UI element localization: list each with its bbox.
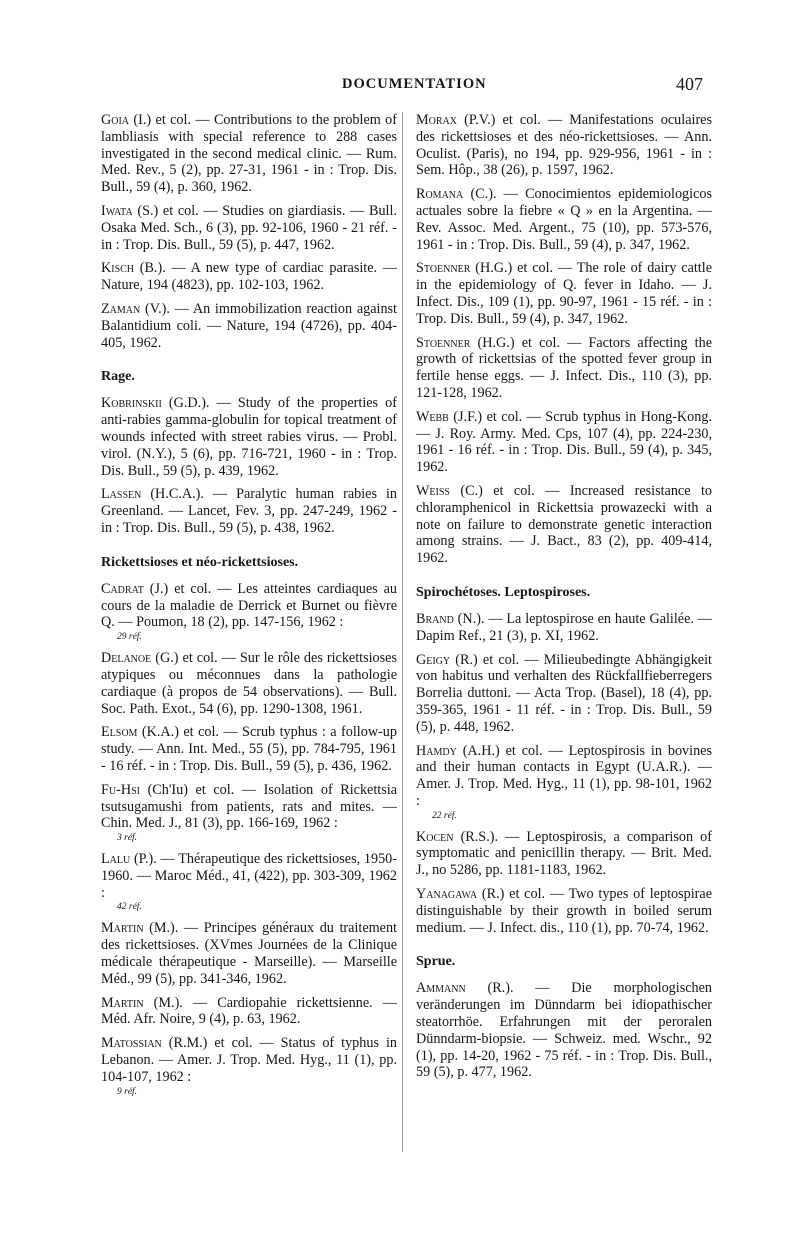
- entry-citation: (K.A.) et col. — Scrub typhus : a follow-up study. — Ann. Int. Med., 55 (5), pp. 784-795, 1961 - 16 réf. - in : Trop. Dis. Bull., 59 (5), p. 436, 1962.: [101, 724, 397, 774]
- entry-author: Iwata: [101, 202, 133, 219]
- bibliography-entry: [101, 112, 397, 196]
- entry-citation: (S.) et col. — Studies on giardiasis. — Bull. Osaka Med. Sch., 6 (3), pp. 92-106, 1960 - 21 réf. - in : Trop. Dis. Bull., 59 (5), p. 447, 1962.: [101, 202, 397, 253]
- running-title: DOCUMENTATION: [342, 76, 487, 92]
- entry-reference-count: 22 réf.: [432, 810, 457, 821]
- entry-citation: (B.). — A new type of cardiac parasite. — Nature, 194 (4823), pp. 102-103, 1962.: [101, 260, 397, 294]
- entry-citation: (G.) et col. — Sur le rôle des rickettsioses atypiques ou méconnues dans la pathologie cardiaque (à propos de 54 observations). — Bull. Soc. Path. Exot., 54 (6), pp. 1290-1308, 1961.: [101, 650, 397, 717]
- bibliography-entry: [101, 260, 397, 294]
- entry-citation: (R.S.). — Leptospirosis, a comparison of symptomatic and penicillin therapy. — Brit. Med. J., no 5286, pp. 1181-1183, 1962.: [416, 828, 712, 879]
- entry-author: Webb: [416, 408, 449, 425]
- entry-group: [416, 980, 712, 1081]
- entry-reference-count: 9 réf.: [117, 1086, 138, 1097]
- entry-author: Stoenner: [416, 334, 471, 351]
- entry-author: Matossian: [101, 1035, 162, 1052]
- entry-author: Kocen: [416, 828, 454, 845]
- entry-reference-count: 29 réf.: [117, 632, 142, 643]
- entry-citation: (H.C.A.). — Paralytic human rabies in Greenland. — Lancet, Fev. 3, pp. 247-249, 1962 - in : Trop. Dis. Bull., 59 (5), p. 438, 1962.: [101, 486, 397, 536]
- entry-citation: (J.F.) et col. — Scrub typhus in Hong-Kong. — J. Roy. Army. Med. Cps, 107 (4), pp. 224-230, 1961 - 16 réf. - in : Trop. Dis. Bull., 59 (4), p. 345, 1962.: [416, 408, 712, 476]
- entry-author: Kisch: [101, 260, 135, 277]
- bibliography-entry: [416, 611, 712, 645]
- entry-citation: (V.). — An immobilization reaction against Balantidium coli. — Nature, 194 (4726), pp. 404-405, 1962.: [101, 300, 397, 351]
- entry-author: Romana: [416, 186, 464, 203]
- left-column: [101, 112, 397, 1105]
- entry-citation: (R.). — Die morphologischen veränderungen im Dünndarm bei idiopathischer steatorrhöe. Erfahrungen mit der peroralen Dünndarm-biopsie. — Schweiz. med. Wschr., 92 (1), pp. 14-20, 1962 - 75 réf. - in : Trop. Dis. Bull., 59 (5), p. 477, 1962.: [416, 980, 712, 1081]
- bibliography-entry: [101, 395, 397, 479]
- entry-author: Ammann: [416, 980, 466, 997]
- entry-group: [416, 112, 712, 567]
- entry-author: Kobrinskii: [101, 395, 162, 412]
- entry-group: [101, 112, 397, 351]
- bibliography-entry: [416, 483, 712, 567]
- running-head: [0, 74, 800, 98]
- entry-citation: (P.). — Thérapeutique des rickettsioses, 1950-1960. — Maroc Méd., 41, (422), pp. 303-309, 1962 :: [101, 851, 397, 901]
- entry-citation: (C.) et col. — Increased resistance to chloramphenicol in Rickettsia prowazecki with a note on failure to demonstrate genetic interaction among strains. — J. Bact., 83 (2), pp. 409-414, 1962.: [416, 482, 712, 567]
- entry-citation: (H.G.) et col. — Factors affecting the growth of rickettsias of the spotted fever group in fertile hense eggs. — J. Infect. Dis., 110 (3), pp. 121-128, 1962.: [416, 334, 712, 401]
- entry-citation: (M.). — Cardiopahie rickettsienne. — Méd. Afr. Noire, 9 (4), p. 63, 1962.: [101, 994, 397, 1028]
- bibliography-entry: [101, 995, 397, 1029]
- page-number: 407: [676, 74, 703, 94]
- entry-group: [101, 395, 397, 536]
- section-heading-sprue: Sprue.: [416, 954, 456, 970]
- column-divider: [402, 112, 403, 1152]
- entry-author: Delanoe: [101, 650, 152, 667]
- bibliography-entry: [416, 335, 712, 402]
- entry-author: Geigy: [416, 651, 451, 668]
- entry-citation: (R.) et col. — Two types of leptospirae distinguishable by their growth in boiled serum medium. — J. Infect. dis., 110 (1), pp. 70-74, 1962.: [416, 886, 712, 936]
- bibliography-entry: [101, 301, 397, 351]
- entry-citation: (A.H.) et col. — Leptospirosis in bovines and their human contacts in Egypt (U.A.R.). — Amer. J. Trop. Med. Hyg., 11 (1), pp. 98-101, 1962 :: [416, 742, 712, 809]
- section-heading-rage: Rage.: [101, 369, 135, 385]
- entry-citation: (R.M.) et col. — Status of typhus in Lebanon. — Amer. J. Trop. Med. Hyg., 11 (1), pp. 104-107, 1962 :: [101, 1035, 397, 1085]
- entry-author: Cadrat: [101, 580, 144, 597]
- entry-reference-count: 3 réf.: [117, 833, 138, 844]
- entry-group: [416, 611, 712, 937]
- entry-author: Yanagawa: [416, 886, 478, 903]
- entry-citation: (M.). — Principes généraux du traitement des rickettsioses. (XVmes Journées de la Clinique médicale thérapeutique - Marseille). — Marseille Méd., 99 (5), pp. 341-346, 1962.: [101, 920, 397, 987]
- bibliography-entry: [416, 112, 712, 179]
- entry-citation: (R.) et col. — Milieubedingte Abhängigkeit von habitus und verhalten des Rückfallfieberregers Borrelia duttoni. — Acta Trop. (Basel), 18 (4), pp. 359-365, 1961 - 11 réf. - in : Trop. Dis. Bull., 59 (5), p. 448, 1962.: [416, 651, 712, 735]
- entry-author: Zaman: [101, 300, 141, 317]
- entry-author: Lassen: [101, 486, 142, 503]
- entry-citation: (H.G.) et col. — The role of dairy cattle in the epidemiology of Q. fever in Idaho. — J. Infect. Dis., 109 (1), pp. 90-97, 1961 - 15 réf. - in : Trop. Dis. Bull., 59 (4), p. 347, 1962.: [416, 260, 712, 327]
- entry-citation: (C.). — Conocimientos epidemiologicos actuales sobre la fiebre « Q » en la Argentina. — Rev. Assoc. Med. Argent., 75 (10), pp. 573-576, 1961 - in : Trop. Dis. Bull., 59 (4), p. 347, 1962.: [416, 186, 712, 253]
- bibliography-entry: [101, 650, 397, 717]
- entry-author: Martin: [101, 920, 144, 937]
- entry-group: [101, 581, 397, 1098]
- bibliography-entry: [416, 980, 712, 1081]
- entry-reference-count: 42 réf.: [117, 902, 142, 913]
- entry-author: Lalu: [101, 851, 131, 868]
- entry-author: Morax: [416, 112, 457, 128]
- entry-author: Goia: [101, 112, 130, 128]
- entry-author: Hamdy: [416, 742, 457, 759]
- bibliography-entry: [416, 829, 712, 879]
- bibliography-entry: [101, 782, 397, 844]
- bibliography-entry: [416, 186, 712, 253]
- entry-citation: (Ch'Iu) et col. — Isolation of Rickettsia tsutsugamushi from patients, rats and mites. — Chin. Med. J., 81 (3), pp. 166-169, 1962 :: [101, 781, 397, 832]
- entry-citation: (I.) et col. — Contributions to the problem of lambliasis with special reference to 288 cases investigated in the second medical clinic. — Rum. Med. Rev., 5 (2), pp. 27-31, 1961 - in : Trop. Dis. Bull., 59 (4), p. 360, 1962.: [101, 112, 397, 196]
- bibliography-entry: [101, 581, 397, 643]
- bibliography-entry: [416, 886, 712, 936]
- section-heading-spirochetoses: Spirochétoses. Leptospiroses.: [416, 584, 591, 600]
- entry-author: Fu-Hsi: [101, 781, 140, 798]
- bibliography-entry: [101, 1035, 397, 1097]
- bibliography-entry: [101, 486, 397, 536]
- section-heading-rickettsioses: Rickettsioses et néo-rickettsioses.: [101, 554, 299, 570]
- entry-citation: (P.V.) et col. — Manifestations oculaires des rickettsioses et des néo-rickettsioses. — Ann. Oculist. (Paris), no 194, pp. 929-956, 1961 - in : Sem. Hôp., 38 (26), p. 1597, 1962.: [416, 112, 712, 179]
- entry-author: Martin: [101, 994, 144, 1011]
- entry-citation: (N.). — La leptospirose en haute Galilée. — Dapim Ref., 21 (3), p. XI, 1962.: [416, 610, 712, 644]
- entry-citation: (J.) et col. — Les atteintes cardiaques au cours de la maladie de Derrick et Burnet ou fièvre Q. — Poumon, 18 (2), pp. 147-156, 1962 :: [101, 580, 397, 631]
- entry-citation: (G.D.). — Study of the properties of anti-rabies gamma-globulin for topical treatment of wounds infected with street rabies virus. — Probl. virol. (N.Y.), 5 (6), pp. 716-721, 1960 - in : Trop. Dis. Bull., 59 (5), p. 439, 1962.: [101, 395, 397, 479]
- bibliography-entry: [416, 652, 712, 736]
- bibliography-entry: [416, 743, 712, 822]
- bibliography-entry: [416, 409, 712, 476]
- entry-author: Stoenner: [416, 260, 471, 277]
- bibliography-entry: [101, 851, 397, 913]
- entry-author: Elsom: [101, 724, 138, 741]
- bibliography-entry: [101, 920, 397, 987]
- bibliography-entry: [416, 260, 712, 327]
- bibliography-entry: [101, 203, 397, 253]
- bibliography-entry: [101, 724, 397, 774]
- right-column: [416, 112, 712, 1088]
- entry-author: Weiss: [416, 482, 450, 499]
- entry-author: Brand: [416, 610, 454, 627]
